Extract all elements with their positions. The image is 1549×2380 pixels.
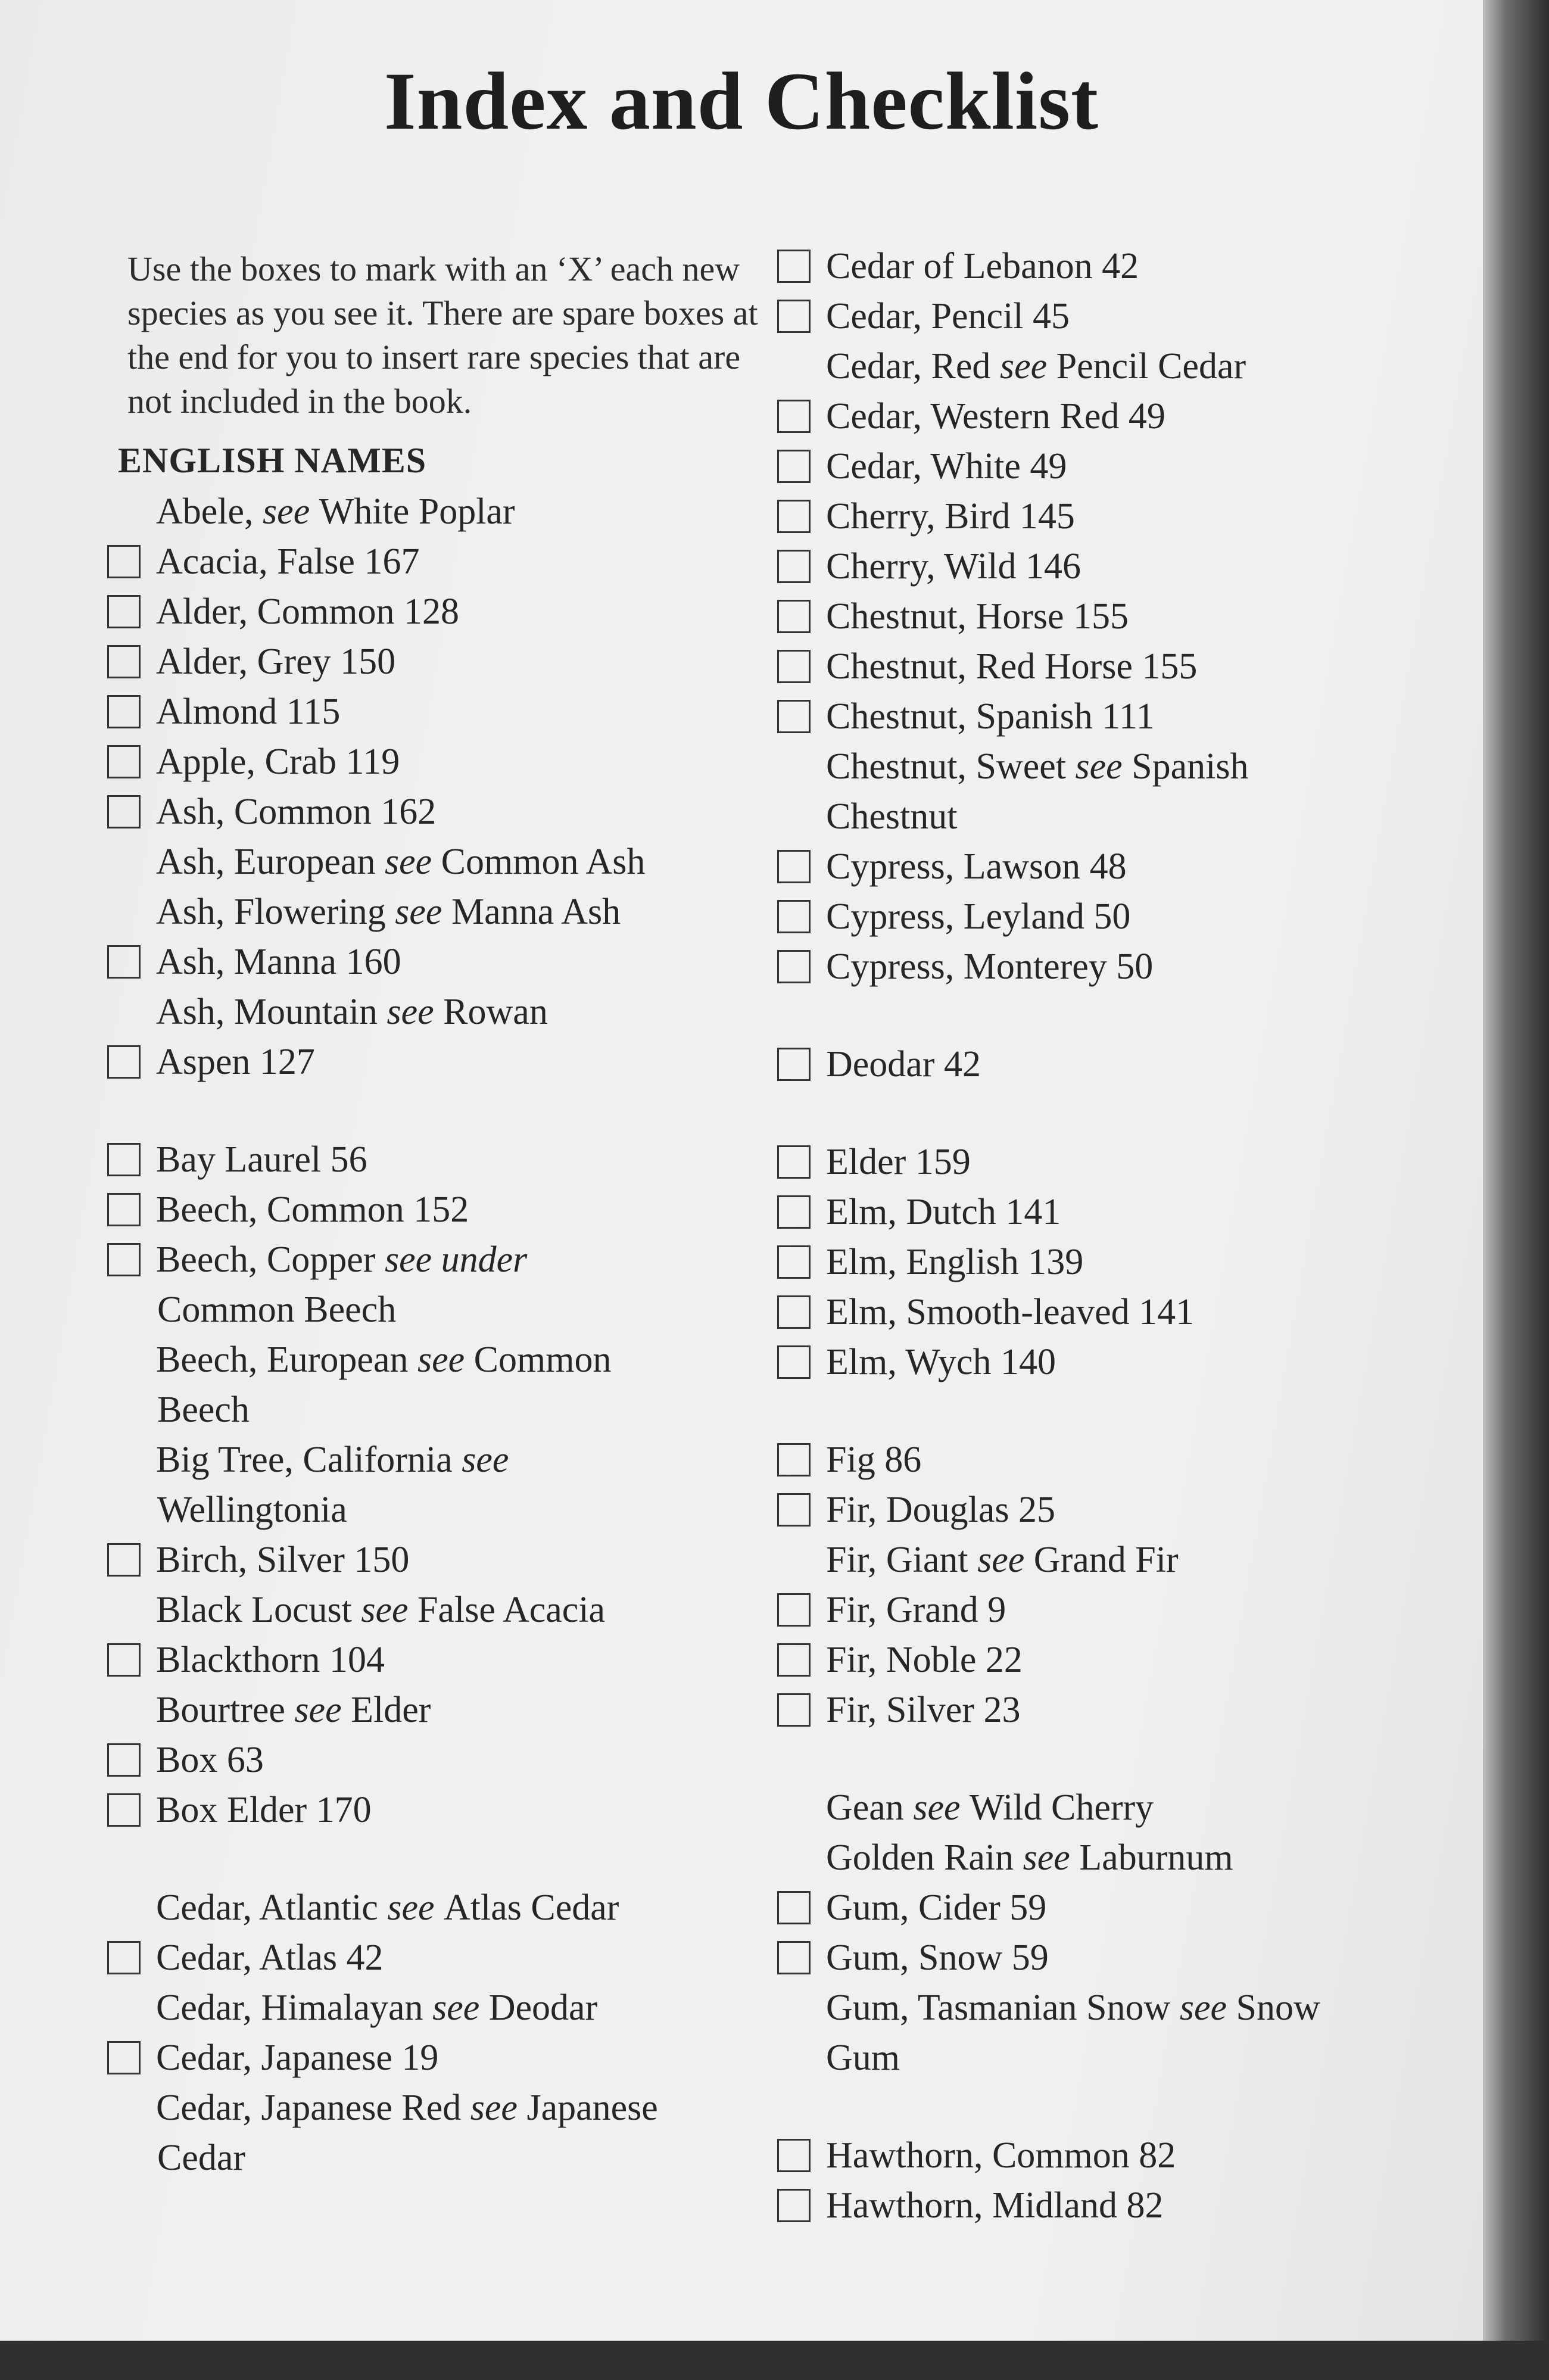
checklist-entry (777, 541, 1444, 591)
checkbox[interactable] (777, 1493, 811, 1527)
entry-name: Fir, Grand 9 (826, 1590, 1006, 1630)
see-reference: see (263, 491, 310, 532)
checklist-entry (777, 1783, 1444, 1833)
entry-name: Beech, European (156, 1339, 409, 1380)
left-entry-list (107, 487, 774, 2183)
entry-name: Cypress, Lawson 48 (826, 846, 1127, 887)
checklist-entry (107, 1385, 774, 1435)
checklist-entry (777, 2130, 1444, 2180)
checklist-entry (777, 491, 1444, 541)
entry-name: Aspen 127 (156, 1042, 315, 1082)
checklist-entry (107, 887, 774, 937)
checklist-entry (777, 1187, 1444, 1237)
spacer (777, 992, 1444, 1039)
entry-name: Fir, Silver 23 (826, 1690, 1021, 1730)
checklist-entry (107, 1685, 774, 1735)
entry-name: Bourtree (156, 1690, 285, 1730)
entry-name: Box 63 (156, 1740, 264, 1780)
checkbox[interactable] (777, 400, 811, 433)
entry-name: Black Locust (156, 1590, 352, 1630)
entry-name: Elm, Wych 140 (826, 1342, 1056, 1382)
checklist-entry (777, 1435, 1444, 1485)
see-target: Grand Fir (1033, 1540, 1179, 1580)
entry-name: Box Elder 170 (156, 1790, 372, 1830)
see-reference: see (387, 992, 434, 1032)
checklist-entry (777, 792, 1444, 842)
see-reference: see (1179, 1988, 1227, 2028)
see-reference: see (977, 1540, 1025, 1580)
entry-name: Bay Laurel 56 (156, 1139, 367, 1180)
checkbox[interactable] (107, 1793, 141, 1827)
see-reference: see (294, 1690, 342, 1730)
checklist-entry (107, 687, 774, 737)
checklist-entry (107, 1135, 774, 1185)
checklist-entry (777, 1485, 1444, 1535)
see-target: Snow (1236, 1988, 1320, 2028)
checkbox[interactable] (777, 650, 811, 683)
entry-name: Chestnut, Spanish 111 (826, 696, 1155, 737)
entry-name: Elm, Dutch 141 (826, 1192, 1061, 1232)
entry-name: Cedar (157, 2138, 246, 2178)
entry-name: Alder, Common 128 (156, 591, 459, 632)
section-heading: ENGLISH NAMES (118, 441, 427, 480)
checklist-entry (107, 2033, 774, 2083)
entry-name: Elder 159 (826, 1142, 971, 1182)
checklist-entry (107, 987, 774, 1037)
checkbox[interactable] (777, 1941, 811, 1974)
checklist-entry (107, 487, 774, 537)
spacer (777, 2083, 1444, 2130)
see-reference: see (913, 1787, 961, 1828)
checklist-entry (777, 1933, 1444, 1983)
checklist-entry (777, 641, 1444, 691)
entry-name: Fir, Giant (826, 1540, 968, 1580)
checklist-entry (107, 637, 774, 687)
spacer (777, 1387, 1444, 1435)
checkbox[interactable] (777, 1443, 811, 1476)
checkbox[interactable] (777, 450, 811, 483)
see-target: Elder (351, 1690, 431, 1730)
entry-name: Deodar 42 (826, 1044, 981, 1085)
entry-name: Chestnut (826, 796, 958, 837)
see-reference: see (432, 1988, 480, 2028)
checklist-entry (777, 341, 1444, 391)
entry-name: Cedar, Atlantic (156, 1887, 378, 1928)
entry-name: Big Tree, California (156, 1440, 453, 1480)
see-reference: see (387, 1887, 435, 1928)
checklist-entry (777, 291, 1444, 341)
checklist-entry (777, 1833, 1444, 1883)
checklist-entry (107, 1635, 774, 1685)
entry-name: Chestnut, Red Horse 155 (826, 646, 1198, 687)
checklist-entry (107, 2133, 774, 2183)
checklist-entry (107, 937, 774, 987)
entry-name: Cedar, White 49 (826, 446, 1067, 487)
see-target: Japanese (526, 2088, 658, 2128)
page-title: Index and Checklist (384, 55, 1099, 147)
checkbox[interactable] (777, 1643, 811, 1677)
entry-name: Blackthorn 104 (156, 1640, 385, 1680)
checklist-entry (777, 842, 1444, 892)
see-target: Pencil Cedar (1056, 346, 1246, 387)
see-target: Deodar (488, 1988, 598, 2028)
checkbox[interactable] (107, 1743, 141, 1777)
checkbox[interactable] (107, 1143, 141, 1176)
checkbox[interactable] (107, 795, 141, 828)
checklist-entry (777, 1685, 1444, 1735)
checkbox[interactable] (777, 1048, 811, 1081)
entry-name: Cherry, Bird 145 (826, 496, 1075, 537)
entry-name: Gum (826, 2038, 900, 2078)
checkbox[interactable] (777, 300, 811, 333)
entry-name: Cedar of Lebanon 42 (826, 246, 1139, 286)
checklist-entry (777, 1237, 1444, 1287)
spacer (107, 1835, 774, 1883)
checkbox[interactable] (107, 1941, 141, 1974)
checklist-entry (777, 1287, 1444, 1337)
entry-name: Fig 86 (826, 1440, 922, 1480)
checkbox[interactable] (777, 1891, 811, 1924)
checkbox[interactable] (107, 745, 141, 778)
checklist-entry (777, 241, 1444, 291)
checkbox[interactable] (777, 1145, 811, 1179)
entry-name: Wellingtonia (157, 1490, 347, 1530)
see-reference: see (1075, 746, 1123, 787)
entry-name: Hawthorn, Midland 82 (826, 2185, 1164, 2226)
entry-name: Ash, Flowering (156, 892, 386, 932)
checkbox[interactable] (777, 1295, 811, 1329)
spacer (107, 1087, 774, 1135)
checklist-entry (107, 1585, 774, 1635)
see-reference: see under (384, 1239, 528, 1280)
entry-name: Ash, Manna 160 (156, 942, 401, 982)
checkbox[interactable] (107, 945, 141, 979)
checklist-entry (107, 1785, 774, 1835)
entry-name: Birch, Silver 150 (156, 1540, 410, 1580)
see-target: Wild Cherry (969, 1787, 1154, 1828)
see-reference: see (999, 346, 1048, 387)
entry-name: Cypress, Leyland 50 (826, 896, 1131, 937)
checklist-entry (777, 742, 1444, 792)
entry-name: Gum, Tasmanian Snow (826, 1988, 1171, 2028)
checkbox[interactable] (107, 595, 141, 628)
checklist-entry (777, 2180, 1444, 2231)
spacer (777, 1735, 1444, 1783)
checklist-entry (777, 591, 1444, 641)
see-reference: see (417, 1339, 465, 1380)
entry-name: Beech, Common 152 (156, 1189, 469, 1230)
entry-name: Cedar, Red (826, 346, 991, 387)
see-target: Spanish (1132, 746, 1249, 787)
entry-name: Ash, Common 162 (156, 792, 437, 832)
checkbox[interactable] (777, 850, 811, 883)
see-target: Atlas Cedar (444, 1887, 619, 1928)
see-reference: see (470, 2088, 518, 2128)
entry-name: Elm, Smooth-leaved 141 (826, 1292, 1195, 1332)
entry-name: Cedar, Pencil 45 (826, 296, 1070, 337)
checkbox[interactable] (777, 2189, 811, 2222)
entry-name: Gean (826, 1787, 904, 1828)
checkbox[interactable] (777, 900, 811, 933)
checklist-entry (107, 537, 774, 587)
entry-name: Beech, Copper (156, 1239, 376, 1280)
checkbox[interactable] (107, 695, 141, 728)
checklist-entry (107, 1933, 774, 1983)
checklist-entry (107, 1285, 774, 1335)
checklist-entry (777, 1983, 1444, 2033)
entry-name: Ash, European (156, 842, 376, 882)
entry-name: Almond 115 (156, 691, 341, 732)
checkbox[interactable] (107, 2041, 141, 2074)
checklist-entry (107, 1185, 774, 1235)
page-edge (1483, 0, 1549, 2341)
checkbox[interactable] (107, 1193, 141, 1226)
checkbox[interactable] (777, 1693, 811, 1727)
checklist-entry (777, 1635, 1444, 1685)
entry-name: Gum, Snow 59 (826, 1937, 1049, 1978)
entry-name: Abele, (156, 491, 254, 532)
see-target: False Acacia (417, 1590, 606, 1630)
checkbox[interactable] (107, 1243, 141, 1276)
entry-name: Cedar, Himalayan (156, 1988, 423, 2028)
checklist-entry (107, 2083, 774, 2133)
entry-name: Chestnut, Sweet (826, 746, 1066, 787)
checklist-entry (107, 1735, 774, 1785)
see-reference: see (462, 1440, 509, 1480)
checklist-entry (107, 737, 774, 787)
checklist-entry (777, 1039, 1444, 1089)
see-target: Manna Ash (451, 892, 621, 932)
checkbox[interactable] (777, 1593, 811, 1627)
entry-name: Hawthorn, Common 82 (826, 2135, 1176, 2176)
checklist-entry (107, 1037, 774, 1087)
checklist-entry (777, 1883, 1444, 1933)
entry-name: Cedar, Japanese Red (156, 2088, 462, 2128)
checklist-entry (777, 1337, 1444, 1387)
entry-name: Common Beech (157, 1289, 397, 1330)
checklist-entry (777, 1535, 1444, 1585)
see-reference: see (1023, 1837, 1070, 1878)
checkbox[interactable] (107, 1643, 141, 1677)
see-target: Common (473, 1339, 612, 1380)
entry-name: Golden Rain (826, 1837, 1014, 1878)
left-column (107, 247, 774, 2183)
checkbox[interactable] (107, 1045, 141, 1079)
spacer (777, 1089, 1444, 1137)
checklist-entry (107, 1983, 774, 2033)
checklist-entry (777, 892, 1444, 942)
checklist-entry (777, 1585, 1444, 1635)
checklist-entry (777, 942, 1444, 992)
checklist-entry (107, 787, 774, 837)
see-target: Rowan (443, 992, 548, 1032)
entry-name: Alder, Grey 150 (156, 641, 396, 682)
entry-name: Cherry, Wild 146 (826, 546, 1082, 587)
checklist-entry (777, 1137, 1444, 1187)
checkbox[interactable] (777, 600, 811, 633)
entry-name: Apple, Crab 119 (156, 742, 400, 782)
checkbox[interactable] (107, 645, 141, 678)
checklist-entry (107, 1883, 774, 1933)
see-target: Common Ash (441, 842, 646, 882)
checkbox[interactable] (777, 1245, 811, 1279)
entry-name: Fir, Douglas 25 (826, 1490, 1056, 1530)
see-reference: see (384, 842, 432, 882)
checkbox[interactable] (107, 1543, 141, 1577)
see-reference: see (395, 892, 442, 932)
see-reference: see (361, 1590, 409, 1630)
entry-name: Cedar, Japanese 19 (156, 2038, 439, 2078)
intro-text: Use the boxes to mark with an ‘X’ each new species as you see it. There are spare boxes at the end for you to insert rare species that are not included in the book. (127, 250, 758, 420)
checkbox[interactable] (777, 1195, 811, 1229)
entry-name: Gum, Cider 59 (826, 1887, 1047, 1928)
entry-name: Ash, Mountain (156, 992, 378, 1032)
entry-name: Chestnut, Horse 155 (826, 596, 1129, 637)
entry-name: Elm, English 139 (826, 1242, 1084, 1282)
see-target: White Poplar (319, 491, 515, 532)
checklist-entry (107, 1235, 774, 1285)
entry-name: Fir, Noble 22 (826, 1640, 1023, 1680)
checkbox[interactable] (777, 2139, 811, 2172)
entry-name: Cedar, Western Red 49 (826, 396, 1165, 437)
right-entry-list (777, 241, 1444, 2231)
entry-name: Beech (157, 1390, 250, 1430)
entry-name: Cypress, Monterey 50 (826, 946, 1154, 987)
entry-name: Acacia, False 167 (156, 541, 420, 582)
checkbox[interactable] (777, 500, 811, 533)
see-target: Laburnum (1079, 1837, 1233, 1878)
checklist-entry (107, 837, 774, 887)
entry-name: Cedar, Atlas 42 (156, 1937, 384, 1978)
checklist-entry (777, 391, 1444, 441)
checklist-entry (777, 691, 1444, 742)
checklist-entry (107, 1335, 774, 1385)
checkbox[interactable] (777, 1345, 811, 1379)
checkbox[interactable] (777, 700, 811, 733)
right-column (777, 241, 1444, 2231)
checklist-entry (107, 587, 774, 637)
checkbox[interactable] (777, 550, 811, 583)
checklist-entry (777, 2033, 1444, 2083)
checklist-entry (107, 1535, 774, 1585)
checkbox[interactable] (777, 950, 811, 983)
checklist-entry (107, 1485, 774, 1535)
checkbox[interactable] (107, 545, 141, 578)
page-bottom-shadow (0, 2341, 1549, 2380)
checklist-entry (777, 441, 1444, 491)
checkbox[interactable] (777, 250, 811, 283)
checklist-entry (107, 1435, 774, 1485)
